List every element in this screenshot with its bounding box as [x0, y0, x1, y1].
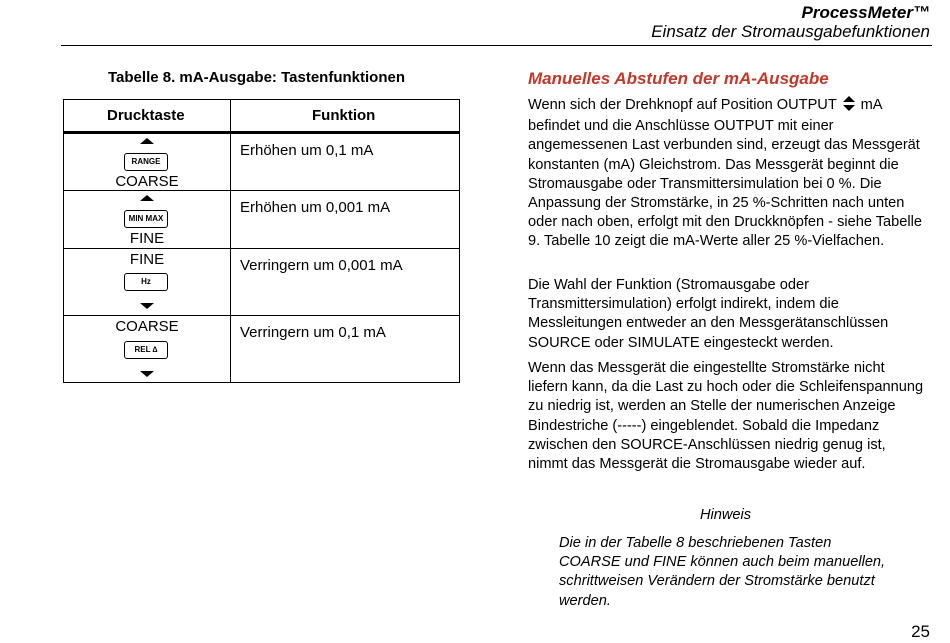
section-title: Manuelles Abstufen der mA-Ausgabe	[528, 69, 829, 88]
header-function: Funktion	[312, 107, 376, 124]
triangle-down-icon	[140, 371, 154, 377]
function-text: Verringern um 0,1 mA	[240, 324, 386, 341]
up-down-arrow-icon	[843, 96, 855, 117]
page-number: 25	[911, 622, 930, 641]
paragraph-1-end: mA befindet und die Anschlüsse OUTPUT mit einer angemessenen Last verbunden sind, erzeugt das Messgerät konstanten (mA) Gleichstrom. Das Messgerät beginnt die Stromausgabe oder Transmittersimulation bei 0 %. Die Anpassung der Stromstärke, in 25 %-Schritten nach unten oder nach oben, erfolgt mit den Druckknöpfen - siehe Tabelle 9. Tabelle 10 zeigt die mA-Werte aller 25 %-Vielfachen.	[528, 97, 923, 250]
page-header-subtitle: Einsatz der Stromausgabefunktionen	[651, 22, 930, 41]
min-max-key-button: MIN MAX	[124, 210, 168, 228]
key-cell	[64, 316, 230, 382]
table-caption: Tabelle 8. mA-Ausgabe: Tastenfunktionen	[108, 69, 405, 86]
paragraph-1	[528, 96, 928, 252]
range-key-button: RANGE	[124, 153, 168, 171]
key-text: COARSE	[115, 173, 179, 190]
triangle-up-icon	[140, 195, 154, 201]
function-text: Verringern um 0,001 mA	[240, 257, 403, 274]
key-cell	[64, 134, 230, 190]
paragraph-3: Wenn das Messgerät die eingestellte Stromstärke nicht liefern kann, da die Last zu hoch oder die Schleifenspannung zu niedrig ist, werden an Stelle der numerischen Anzeige Bindestriche (-----) eingeblendet. Sobald die Impedanz zwischen den SOURCE-Anschlüssen niedrig genug ist, nimmt das Messgerät die Stromausgabe wieder auf.	[528, 360, 924, 473]
header-key: Drucktaste	[107, 107, 185, 124]
note-heading: Hinweis	[700, 507, 752, 523]
triangle-down-icon	[140, 303, 154, 309]
note-text: Die in der Tabelle 8 beschriebenen Tasten COARSE und FINE können auch beim manuellen, schrittweisen Verändern der Stromstärke benutzt werden.	[559, 535, 886, 609]
table-row	[64, 134, 459, 191]
key-cell	[64, 191, 230, 248]
hz-key-button: Hz	[124, 273, 168, 291]
key-function-table	[63, 99, 460, 383]
paragraph-2: Die Wahl der Funktion (Stromausgabe oder Transmittersimulation) erfolgt indirekt, indem die Messleitungen entweder an den Messgerätanschlüssen SOURCE oder SIMULATE eingesteckt werden.	[528, 277, 889, 351]
function-text: Erhöhen um 0,001 mA	[240, 199, 391, 216]
table-row	[64, 249, 459, 316]
rel-key-button: REL ∆	[124, 341, 168, 359]
page-header-title: ProcessMeter™	[801, 3, 930, 22]
key-text: FINE	[129, 251, 165, 268]
key-text: COARSE	[115, 318, 179, 335]
key-cell	[64, 249, 230, 315]
paragraph-1-start: Wenn sich der Drehknopf auf Position OUTPUT	[528, 97, 837, 113]
function-text: Erhöhen um 0,1 mA	[240, 142, 374, 159]
table-row	[64, 191, 459, 249]
table-row	[64, 316, 459, 382]
key-text: FINE	[129, 230, 165, 247]
table-header	[64, 100, 459, 134]
triangle-up-icon	[140, 138, 154, 144]
header-rule	[61, 45, 932, 46]
